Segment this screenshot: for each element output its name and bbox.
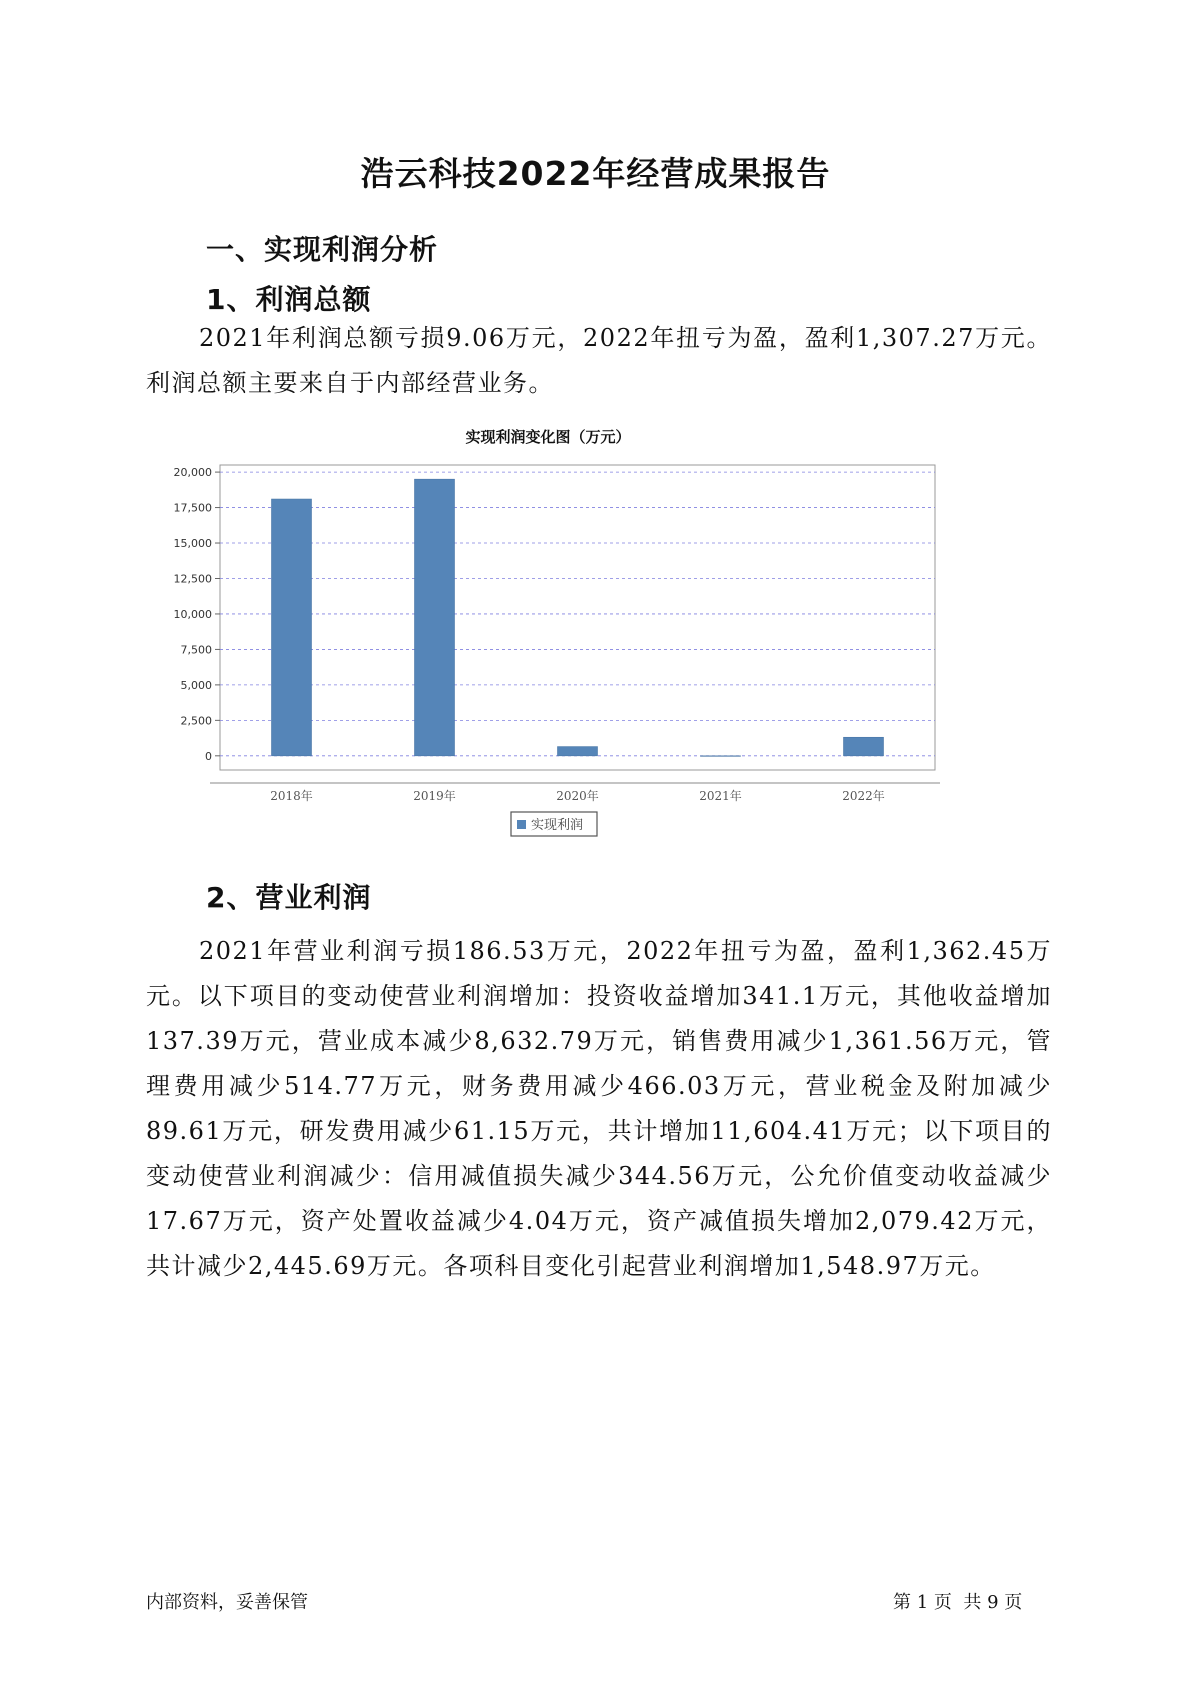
y-tick-label: 5,000 (180, 678, 212, 692)
y-tick-label: 7,500 (180, 643, 212, 657)
bar-2018年 (272, 499, 312, 756)
y-tick-label: 15,000 (173, 537, 212, 551)
section-heading-profit-analysis: 一、实现利润分析 (206, 233, 439, 266)
chart-title: 实现利润变化图（万元） (465, 428, 631, 446)
page-total: 9 (987, 1592, 999, 1613)
subheading-operating-profit: 2、营业利润 (206, 881, 372, 914)
bar-2019年 (415, 479, 455, 756)
x-tick-label: 2022年 (842, 789, 885, 803)
page-current: 1 (916, 1592, 929, 1613)
x-tick-label: 2021年 (699, 789, 742, 803)
y-tick-label: 0 (205, 749, 212, 763)
paragraph-total-profit: 2021年利润总额亏损9.06万元，2022年扭亏为盈，盈利1,307.27万元。利润总额主要来自于内部经营业务。 (146, 324, 1052, 397)
report-title: 浩云科技2022年经营成果报告 (360, 154, 831, 193)
page-label-mid: 页 共 (933, 1592, 982, 1613)
bar-2020年 (558, 747, 598, 756)
footer-page-number (893, 1588, 1022, 1614)
x-tick-label: 2018年 (270, 789, 313, 803)
y-tick-label: 17,500 (173, 501, 212, 515)
x-tick-label: 2019年 (413, 789, 456, 803)
subheading-total-profit: 1、利润总额 (206, 283, 372, 316)
page-label-pre: 第 (893, 1592, 911, 1613)
plot-area (220, 465, 935, 770)
bar-2022年 (844, 737, 884, 756)
bar-2021年 (701, 756, 741, 757)
page-label-post: 页 (1004, 1592, 1023, 1613)
y-tick-label: 10,000 (173, 607, 212, 621)
y-tick-label: 12,500 (173, 572, 212, 586)
y-tick-label: 2,500 (180, 714, 212, 728)
legend-swatch (517, 820, 526, 829)
x-tick-label: 2020年 (556, 789, 599, 803)
footer-confidential-note: 内部资料，妥善保管 (146, 1592, 308, 1613)
legend-label: 实现利润 (531, 818, 584, 833)
y-tick-label: 20,000 (173, 466, 212, 480)
paragraph-operating-profit: 2021年营业利润亏损186.53万元，2022年扭亏为盈，盈利1,362.45万元。以下项目的变动使营业利润增加：投资收益增加341.1万元，其他收益增加137.39万元，营业成本减少8,632.79万元，销售费用减少1,361.56万元，管理费用减少514.77万元，财务费用减少466.03万元，营业税金及附加减少89.61万元，研发费用减少61.15万元，共计增加11,604.41万元；以下项目的变动使营业利润减少：信用减值损失减少344.56万元，公允价值变动收益减少17.67万元，资产处置收益减少4.04万元，资产减值损失增加2,079.42万元，共计减少2,445.69万元。各项科目变化引起营业利润增加1,548.97万元。 (146, 937, 1052, 1280)
profit-bar-chart (150, 428, 950, 850)
